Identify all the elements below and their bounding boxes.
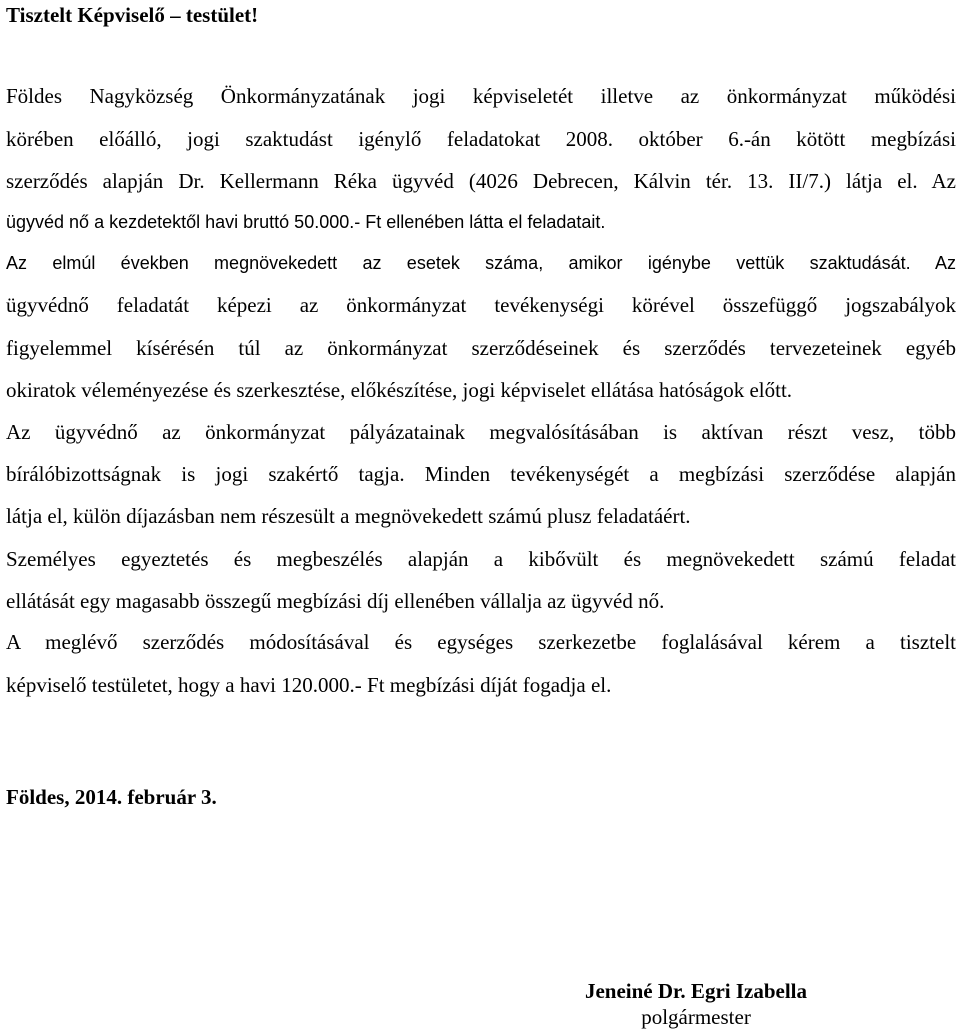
body-line: Földes Nagyközség Önkormányzatának jogi képviseletét illetve az önkormányzat működési [6,84,956,108]
signatory-title: polgármester [641,1005,751,1029]
body-line: okiratok véleményezése és szerkesztése, előkészítése, jogi képviselet ellátása hatóságok előtt. [6,378,793,402]
body-line: Az elmúl években megnövekedett az esetek száma, amikor igénybe vettük szaktudását. Az [6,253,956,273]
body-line: ellátását egy magasabb összegű megbízási díj ellenében vállalja az ügyvéd nő. [6,589,665,613]
document-page [6,0,956,1032]
signatory-name: Jeneiné Dr. Egri Izabella [584,979,808,1003]
body-line: körében előálló, jogi szaktudást igénylő feladatokat 2008. október 6.-án kötött megbízási [6,127,956,151]
body-line: képviselő testületet, hogy a havi 120.000.- Ft megbízási díját fogadja el. [6,673,612,697]
body-line: bírálóbizottságnak is jogi szakértő tagja. Minden tevékenységét a megbízási szerződése alapján [6,462,956,486]
salutation-heading: Tisztelt Képviselő – testület! [6,3,259,27]
body-line: figyelemmel kísérésén túl az önkormányzat szerződéseinek és szerződés tervezeteinek egyéb [6,336,956,360]
body-line: látja el, külön díjazásban nem részesült a megnövekedett számú plusz feladatáért. [6,504,691,528]
date-line: Földes, 2014. február 3. [6,785,217,809]
body-line: A meglévő szerződés módosításával és egységes szerkezetbe foglalásával kérem a tisztelt [6,630,956,654]
body-line: Személyes egyeztetés és megbeszélés alapján a kibővült és megnövekedett számú feladat [6,547,956,571]
body-line: Az ügyvédnő az önkormányzat pályázatainak megvalósításában is aktívan részt vesz, több [6,420,956,444]
body-line: szerződés alapján Dr. Kellermann Réka ügyvéd (4026 Debrecen, Kálvin tér. 13. II/7.) látja el. Az [6,169,956,193]
signature-block [566,978,826,1030]
body-line: ügyvédnő feladatát képezi az önkormányzat tevékenységi körével összefüggő jogszabályok [6,293,956,317]
body-line: ügyvéd nő a kezdetektől havi bruttó 50.000.- Ft ellenében látta el feladatait. [6,212,606,232]
